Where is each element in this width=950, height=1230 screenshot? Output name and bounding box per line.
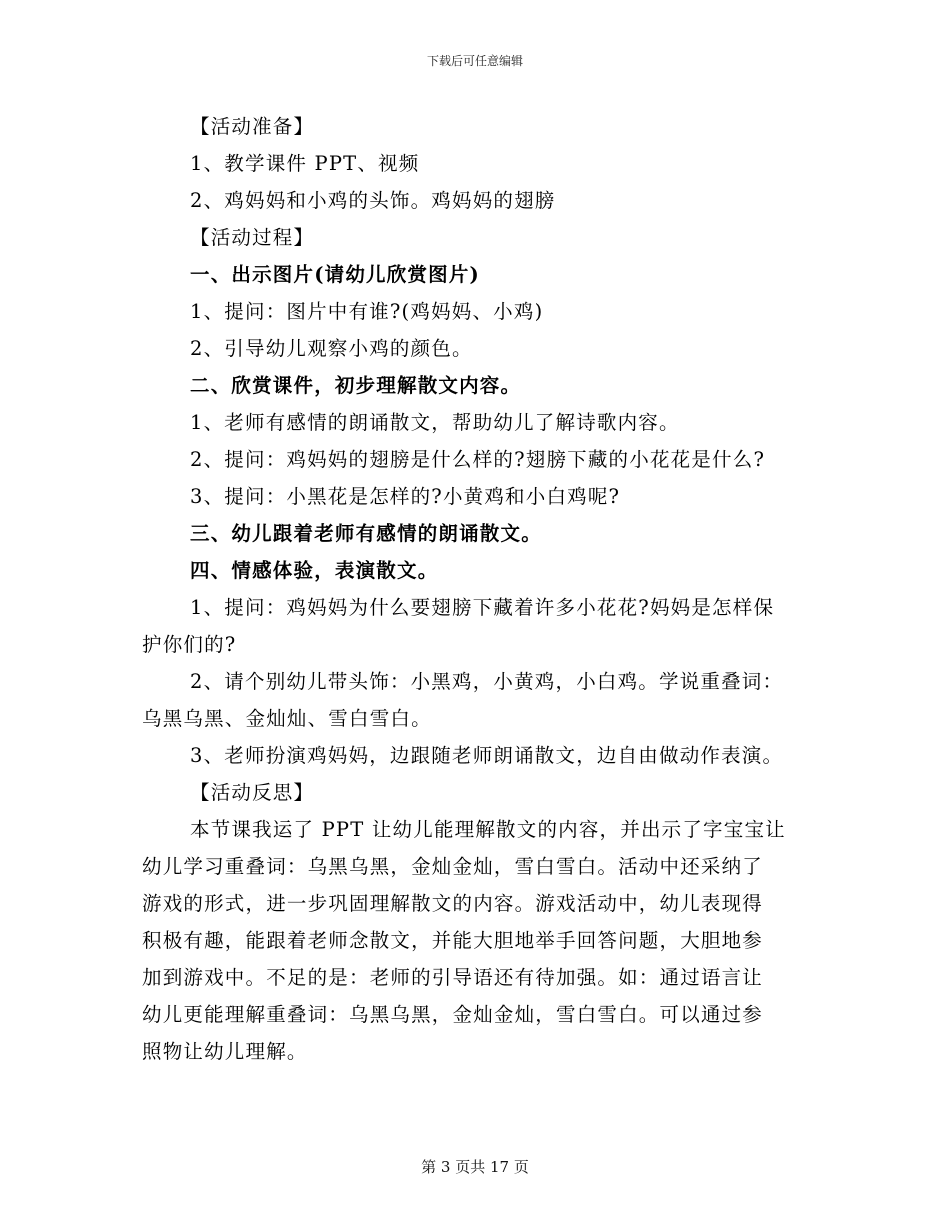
reflection-line: 幼儿学习重叠词：乌黑乌黑，金灿金灿，雪白雪白。活动中还采纳了	[142, 855, 764, 878]
step1-item-2: 2、引导幼儿观察小鸡的颜色。	[190, 337, 473, 360]
prep-item-2: 2、鸡妈妈和小鸡的头饰。鸡妈妈的翅膀	[190, 189, 556, 212]
prep-item-1: 1、教学课件 PPT、视频	[190, 152, 420, 175]
process-heading: 【活动过程】	[190, 226, 315, 249]
step1-item-1: 1、提问：图片中有谁?(鸡妈妈、小鸡)	[190, 300, 544, 323]
step2-item-2: 2、提问：鸡妈妈的翅膀是什么样的?翅膀下藏的小花花是什么?	[190, 448, 766, 471]
step4-item-1-line1: 1、提问：鸡妈妈为什么要翅膀下藏着许多小花花?妈妈是怎样保	[190, 596, 775, 619]
step2-item-3: 3、提问：小黑花是怎样的?小黄鸡和小白鸡呢?	[190, 485, 621, 508]
page-number: 第 3 页共 17 页	[421, 1158, 529, 1176]
reflection-line: 照物让幼儿理解。	[142, 1040, 308, 1063]
step2-item-1: 1、老师有感情的朗诵散文，帮助幼儿了解诗歌内容。	[190, 411, 680, 434]
reflection-line: 幼儿更能理解重叠词：乌黑乌黑，金灿金灿，雪白雪白。可以通过参	[142, 1003, 764, 1026]
page-header: 下载后可任意编辑	[426, 54, 523, 68]
step4-item-1-line2: 护你们的?	[142, 633, 237, 656]
reflection-line: 游戏的形式，进一步巩固理解散文的内容。游戏活动中，幼儿表现得	[142, 892, 764, 915]
step2-title: 二、欣赏课件，初步理解散文内容。	[190, 374, 522, 397]
prep-heading: 【活动准备】	[190, 115, 315, 138]
reflection-line: 加到游戏中。不足的是：老师的引导语还有待加强。如：通过语言让	[142, 966, 764, 989]
step4-title: 四、情感体验，表演散文。	[190, 559, 439, 582]
step4-item-2-line2: 乌黑乌黑、金灿灿、雪白雪白。	[142, 707, 432, 730]
reflection-line: 本节课我运了 PPT 让幼儿能理解散文的内容，并出示了字宝宝让	[190, 818, 786, 841]
step1-title: 一、出示图片(请幼儿欣赏图片)	[190, 263, 480, 286]
step4-item-2-line1: 2、请个别幼儿带头饰：小黑鸡，小黄鸡，小白鸡。学说重叠词：	[190, 670, 784, 693]
step4-item-3: 3、老师扮演鸡妈妈，边跟随老师朗诵散文，边自由做动作表演。	[190, 744, 784, 767]
step3-title: 三、幼儿跟着老师有感情的朗诵散文。	[190, 522, 542, 545]
reflection-heading: 【活动反思】	[190, 781, 315, 804]
reflection-line: 积极有趣，能跟着老师念散文，并能大胆地举手回答问题，大胆地参	[142, 929, 764, 952]
